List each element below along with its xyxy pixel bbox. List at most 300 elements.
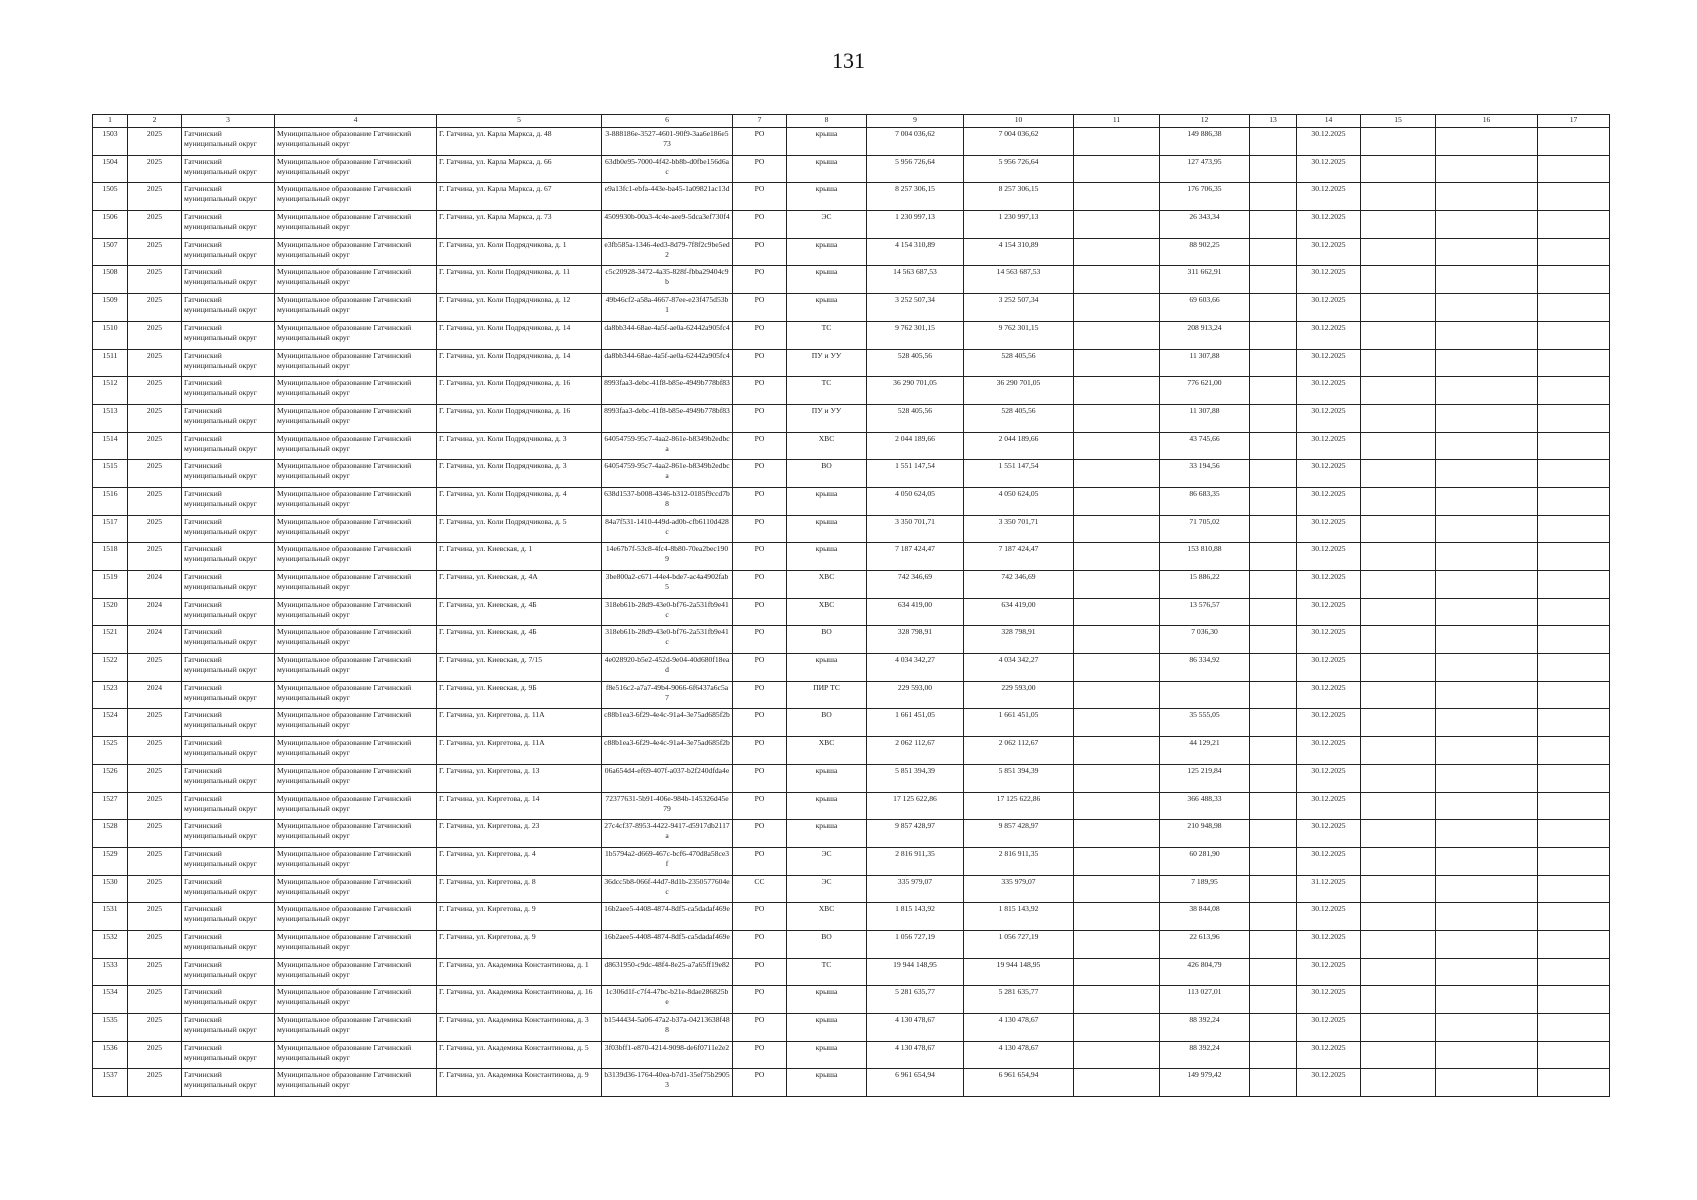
total-cost-cell: 742 346,69: [867, 571, 964, 599]
account-type-cell: РО: [733, 1014, 787, 1042]
row-number-cell: 1536: [93, 1041, 128, 1069]
fund-cost-cell: 7 187 424,47: [964, 543, 1074, 571]
district-cell: Гатчинский муниципальный округ: [182, 404, 275, 432]
table-row: [93, 128, 1610, 156]
deadline-date-cell: 30.12.2025: [1297, 820, 1361, 848]
column-16-cell: [1436, 1014, 1538, 1042]
year-cell: 2025: [128, 128, 182, 156]
column-12-cell: 127 473,95: [1160, 155, 1250, 183]
column-11-cell: [1074, 460, 1160, 488]
total-cost-cell: 7 187 424,47: [867, 543, 964, 571]
address-cell: Г. Гатчина, ул. Киевская, д. 4А: [437, 571, 602, 599]
column-15-cell: [1361, 681, 1436, 709]
fund-cost-cell: 4 034 342,27: [964, 654, 1074, 682]
column-15-cell: [1361, 487, 1436, 515]
column-15-cell: [1361, 155, 1436, 183]
column-12-cell: 426 804,79: [1160, 958, 1250, 986]
work-type-cell: крыша: [787, 294, 867, 322]
column-header: 13: [1250, 115, 1297, 128]
account-type-cell: РО: [733, 737, 787, 765]
column-15-cell: [1361, 404, 1436, 432]
fund-cost-cell: 328 798,91: [964, 626, 1074, 654]
column-16-cell: [1436, 792, 1538, 820]
column-13-cell: [1250, 404, 1297, 432]
column-17-cell: [1538, 958, 1610, 986]
account-type-cell: РО: [733, 128, 787, 156]
address-cell: Г. Гатчина, ул. Киргетова, д. 14: [437, 792, 602, 820]
total-cost-cell: 19 944 148,95: [867, 958, 964, 986]
address-cell: Г. Гатчина, ул. Киевская, д. 4Б: [437, 598, 602, 626]
column-13-cell: [1250, 958, 1297, 986]
column-12-cell: 149 979,42: [1160, 1069, 1250, 1097]
column-11-cell: [1074, 487, 1160, 515]
column-header: 12: [1160, 115, 1250, 128]
house-guid-cell: 4509930b-00a3-4c4e-aee9-5dca3ef730f4: [602, 211, 733, 239]
house-guid-cell: 27c4cf37-8953-4422-9417-d5917db2117a: [602, 820, 733, 848]
year-cell: 2025: [128, 654, 182, 682]
deadline-date-cell: 30.12.2025: [1297, 598, 1361, 626]
column-15-cell: [1361, 847, 1436, 875]
year-cell: 2025: [128, 487, 182, 515]
column-16-cell: [1436, 460, 1538, 488]
address-cell: Г. Гатчина, ул. Киевская, д. 9Б: [437, 681, 602, 709]
column-16-cell: [1436, 875, 1538, 903]
column-11-cell: [1074, 681, 1160, 709]
address-cell: Г. Гатчина, ул. Академика Константинова, д. 5: [437, 1041, 602, 1069]
fund-cost-cell: 5 851 394,39: [964, 764, 1074, 792]
column-17-cell: [1538, 737, 1610, 765]
district-cell: Гатчинский муниципальный округ: [182, 986, 275, 1014]
column-header: 17: [1538, 115, 1610, 128]
column-12-cell: 88 902,25: [1160, 238, 1250, 266]
address-cell: Г. Гатчина, ул. Коли Подрядчикова, д. 3: [437, 460, 602, 488]
total-cost-cell: 2 816 911,35: [867, 847, 964, 875]
district-cell: Гатчинский муниципальный округ: [182, 681, 275, 709]
column-11-cell: [1074, 321, 1160, 349]
column-15-cell: [1361, 321, 1436, 349]
column-17-cell: [1538, 266, 1610, 294]
account-type-cell: РО: [733, 321, 787, 349]
address-cell: Г. Гатчина, ул. Киевская, д. 4Б: [437, 626, 602, 654]
house-guid-cell: b1544434-5a06-47a2-b37a-04213638f488: [602, 1014, 733, 1042]
house-guid-cell: 1c306d1f-c7f4-47bc-b21e-8dae286825be: [602, 986, 733, 1014]
account-type-cell: РО: [733, 432, 787, 460]
column-13-cell: [1250, 792, 1297, 820]
fund-cost-cell: 7 004 036,62: [964, 128, 1074, 156]
work-type-cell: ВО: [787, 709, 867, 737]
table-row: [93, 737, 1610, 765]
district-cell: Гатчинский муниципальный округ: [182, 515, 275, 543]
deadline-date-cell: 30.12.2025: [1297, 128, 1361, 156]
column-13-cell: [1250, 349, 1297, 377]
column-12-cell: 366 488,33: [1160, 792, 1250, 820]
house-guid-cell: 63db0e95-7000-4f42-bb8b-d0fbe156d6ac: [602, 155, 733, 183]
column-13-cell: [1250, 709, 1297, 737]
table-row: [93, 930, 1610, 958]
work-type-cell: крыша: [787, 1041, 867, 1069]
table-row: [93, 986, 1610, 1014]
municipality-cell: Муниципальное образование Гатчинский муниципальный округ: [275, 930, 437, 958]
table-row: [93, 1069, 1610, 1097]
column-15-cell: [1361, 958, 1436, 986]
column-13-cell: [1250, 875, 1297, 903]
column-16-cell: [1436, 404, 1538, 432]
deadline-date-cell: 30.12.2025: [1297, 377, 1361, 405]
column-17-cell: [1538, 377, 1610, 405]
deadline-date-cell: 30.12.2025: [1297, 986, 1361, 1014]
row-number-cell: 1531: [93, 903, 128, 931]
address-cell: Г. Гатчина, ул. Киевская, д. 1: [437, 543, 602, 571]
year-cell: 2025: [128, 266, 182, 294]
deadline-date-cell: 30.12.2025: [1297, 847, 1361, 875]
column-16-cell: [1436, 238, 1538, 266]
row-number-cell: 1535: [93, 1014, 128, 1042]
municipality-cell: Муниципальное образование Гатчинский муниципальный округ: [275, 875, 437, 903]
house-guid-cell: c5c20928-3472-4a35-828f-fbba29404c9b: [602, 266, 733, 294]
address-cell: Г. Гатчина, ул. Киргетова, д. 4: [437, 847, 602, 875]
address-cell: Г. Гатчина, ул. Киргетова, д. 9: [437, 903, 602, 931]
work-type-cell: крыша: [787, 654, 867, 682]
row-number-cell: 1510: [93, 321, 128, 349]
year-cell: 2025: [128, 958, 182, 986]
municipality-cell: Муниципальное образование Гатчинский муниципальный округ: [275, 183, 437, 211]
house-guid-cell: 4e028920-b5e2-452d-9e04-40d680f18ead: [602, 654, 733, 682]
table-row: [93, 183, 1610, 211]
column-17-cell: [1538, 238, 1610, 266]
fund-cost-cell: 1 661 451,05: [964, 709, 1074, 737]
district-cell: Гатчинский муниципальный округ: [182, 764, 275, 792]
column-11-cell: [1074, 155, 1160, 183]
row-number-cell: 1508: [93, 266, 128, 294]
deadline-date-cell: 30.12.2025: [1297, 321, 1361, 349]
column-12-cell: 44 129,21: [1160, 737, 1250, 765]
address-cell: Г. Гатчина, ул. Коли Подрядчикова, д. 4: [437, 487, 602, 515]
total-cost-cell: 3 252 507,34: [867, 294, 964, 322]
column-16-cell: [1436, 903, 1538, 931]
work-type-cell: ВО: [787, 460, 867, 488]
fund-cost-cell: 1 815 143,92: [964, 903, 1074, 931]
deadline-date-cell: 30.12.2025: [1297, 626, 1361, 654]
municipality-cell: Муниципальное образование Гатчинский муниципальный округ: [275, 571, 437, 599]
row-number-cell: 1519: [93, 571, 128, 599]
column-13-cell: [1250, 515, 1297, 543]
column-12-cell: 22 613,96: [1160, 930, 1250, 958]
column-16-cell: [1436, 377, 1538, 405]
header-row: [93, 115, 1610, 128]
column-13-cell: [1250, 847, 1297, 875]
account-type-cell: РО: [733, 654, 787, 682]
row-number-cell: 1527: [93, 792, 128, 820]
fund-cost-cell: 3 350 701,71: [964, 515, 1074, 543]
account-type-cell: РО: [733, 543, 787, 571]
column-16-cell: [1436, 571, 1538, 599]
address-cell: Г. Гатчина, ул. Коли Подрядчикова, д. 5: [437, 515, 602, 543]
house-guid-cell: 64054759-95c7-4aa2-861e-b8349b2edbca: [602, 460, 733, 488]
table-row: [93, 404, 1610, 432]
table-row: [93, 543, 1610, 571]
work-type-cell: ХВС: [787, 737, 867, 765]
year-cell: 2025: [128, 737, 182, 765]
column-17-cell: [1538, 155, 1610, 183]
work-type-cell: крыша: [787, 1069, 867, 1097]
column-16-cell: [1436, 930, 1538, 958]
total-cost-cell: 14 563 687,53: [867, 266, 964, 294]
column-15-cell: [1361, 626, 1436, 654]
year-cell: 2025: [128, 1041, 182, 1069]
work-type-cell: крыша: [787, 543, 867, 571]
deadline-date-cell: 30.12.2025: [1297, 958, 1361, 986]
address-cell: Г. Гатчина, ул. Киргетова, д. 8: [437, 875, 602, 903]
column-15-cell: [1361, 211, 1436, 239]
address-cell: Г. Гатчина, ул. Коли Подрядчикова, д. 16: [437, 377, 602, 405]
address-cell: Г. Гатчина, ул. Коли Подрядчикова, д. 3: [437, 432, 602, 460]
year-cell: 2025: [128, 238, 182, 266]
column-12-cell: 26 343,34: [1160, 211, 1250, 239]
year-cell: 2025: [128, 155, 182, 183]
account-type-cell: РО: [733, 681, 787, 709]
address-cell: Г. Гатчина, ул. Коли Подрядчикова, д. 14: [437, 349, 602, 377]
row-number-cell: 1530: [93, 875, 128, 903]
work-type-cell: ХВС: [787, 598, 867, 626]
table-row: [93, 598, 1610, 626]
district-cell: Гатчинский муниципальный округ: [182, 1069, 275, 1097]
fund-cost-cell: 742 346,69: [964, 571, 1074, 599]
deadline-date-cell: 30.12.2025: [1297, 155, 1361, 183]
work-type-cell: ПУ и УУ: [787, 349, 867, 377]
address-cell: Г. Гатчина, ул. Академика Константинова, д. 16: [437, 986, 602, 1014]
column-13-cell: [1250, 432, 1297, 460]
fund-cost-cell: 2 816 911,35: [964, 847, 1074, 875]
year-cell: 2025: [128, 875, 182, 903]
row-number-cell: 1505: [93, 183, 128, 211]
year-cell: 2025: [128, 404, 182, 432]
table-row: [93, 294, 1610, 322]
table-row: [93, 377, 1610, 405]
column-17-cell: [1538, 792, 1610, 820]
register-table: [92, 114, 1610, 1097]
column-11-cell: [1074, 1041, 1160, 1069]
year-cell: 2025: [128, 321, 182, 349]
year-cell: 2025: [128, 294, 182, 322]
column-13-cell: [1250, 654, 1297, 682]
district-cell: Гатчинский муниципальный округ: [182, 294, 275, 322]
column-17-cell: [1538, 571, 1610, 599]
fund-cost-cell: 9 762 301,15: [964, 321, 1074, 349]
column-11-cell: [1074, 875, 1160, 903]
house-guid-cell: 318eb61b-28d9-43e0-bf76-2a531fb9e41c: [602, 626, 733, 654]
year-cell: 2025: [128, 709, 182, 737]
column-12-cell: 35 555,05: [1160, 709, 1250, 737]
municipality-cell: Муниципальное образование Гатчинский муниципальный округ: [275, 1069, 437, 1097]
year-cell: 2025: [128, 903, 182, 931]
row-number-cell: 1506: [93, 211, 128, 239]
column-16-cell: [1436, 1041, 1538, 1069]
deadline-date-cell: 30.12.2025: [1297, 1014, 1361, 1042]
house-guid-cell: da8bb344-68ae-4a5f-ae0a-62442a905fc4: [602, 349, 733, 377]
column-17-cell: [1538, 764, 1610, 792]
account-type-cell: РО: [733, 155, 787, 183]
column-header: 16: [1436, 115, 1538, 128]
column-15-cell: [1361, 128, 1436, 156]
column-12-cell: 86 683,35: [1160, 487, 1250, 515]
year-cell: 2025: [128, 1069, 182, 1097]
house-guid-cell: 1b5794a2-d669-467c-bcf6-470d8a58ce3f: [602, 847, 733, 875]
year-cell: 2025: [128, 211, 182, 239]
account-type-cell: РО: [733, 377, 787, 405]
column-12-cell: 60 281,90: [1160, 847, 1250, 875]
account-type-cell: РО: [733, 571, 787, 599]
row-number-cell: 1526: [93, 764, 128, 792]
column-15-cell: [1361, 709, 1436, 737]
column-16-cell: [1436, 820, 1538, 848]
work-type-cell: ТС: [787, 321, 867, 349]
work-type-cell: крыша: [787, 155, 867, 183]
account-type-cell: РО: [733, 764, 787, 792]
deadline-date-cell: 30.12.2025: [1297, 930, 1361, 958]
column-12-cell: 113 027,01: [1160, 986, 1250, 1014]
row-number-cell: 1537: [93, 1069, 128, 1097]
column-12-cell: 7 189,95: [1160, 875, 1250, 903]
fund-cost-cell: 4 130 478,67: [964, 1014, 1074, 1042]
account-type-cell: РО: [733, 986, 787, 1014]
total-cost-cell: 8 257 306,15: [867, 183, 964, 211]
house-guid-cell: e3fb585a-1346-4ed3-8d79-7f8f2c9be5ed2: [602, 238, 733, 266]
column-header: 10: [964, 115, 1074, 128]
column-header: 7: [733, 115, 787, 128]
column-13-cell: [1250, 294, 1297, 322]
total-cost-cell: 4 050 624,05: [867, 487, 964, 515]
table-row: [93, 266, 1610, 294]
fund-cost-cell: 1 230 997,13: [964, 211, 1074, 239]
row-number-cell: 1511: [93, 349, 128, 377]
district-cell: Гатчинский муниципальный округ: [182, 626, 275, 654]
municipality-cell: Муниципальное образование Гатчинский муниципальный округ: [275, 460, 437, 488]
work-type-cell: крыша: [787, 792, 867, 820]
municipality-cell: Муниципальное образование Гатчинский муниципальный округ: [275, 487, 437, 515]
total-cost-cell: 3 350 701,71: [867, 515, 964, 543]
year-cell: 2025: [128, 986, 182, 1014]
total-cost-cell: 528 405,56: [867, 349, 964, 377]
column-17-cell: [1538, 404, 1610, 432]
column-12-cell: 15 886,22: [1160, 571, 1250, 599]
total-cost-cell: 4 034 342,27: [867, 654, 964, 682]
column-12-cell: 86 334,92: [1160, 654, 1250, 682]
house-guid-cell: c88b1ea3-6f29-4e4c-91a4-3e75ad685f2b: [602, 709, 733, 737]
table-row: [93, 515, 1610, 543]
column-11-cell: [1074, 432, 1160, 460]
column-12-cell: 33 194,56: [1160, 460, 1250, 488]
district-cell: Гатчинский муниципальный округ: [182, 377, 275, 405]
year-cell: 2024: [128, 598, 182, 626]
district-cell: Гатчинский муниципальный округ: [182, 709, 275, 737]
column-16-cell: [1436, 432, 1538, 460]
house-guid-cell: 3-888186e-3527-4601-90f9-3aa6e186e573: [602, 128, 733, 156]
fund-cost-cell: 5 956 726,64: [964, 155, 1074, 183]
district-cell: Гатчинский муниципальный округ: [182, 155, 275, 183]
column-header: 11: [1074, 115, 1160, 128]
total-cost-cell: 6 961 654,94: [867, 1069, 964, 1097]
total-cost-cell: 4 154 310,89: [867, 238, 964, 266]
house-guid-cell: 16b2aee5-4408-4874-8df5-ca5dadaf469e: [602, 930, 733, 958]
row-number-cell: 1503: [93, 128, 128, 156]
column-17-cell: [1538, 321, 1610, 349]
column-11-cell: [1074, 571, 1160, 599]
deadline-date-cell: 30.12.2025: [1297, 571, 1361, 599]
column-15-cell: [1361, 432, 1436, 460]
municipality-cell: Муниципальное образование Гатчинский муниципальный округ: [275, 847, 437, 875]
fund-cost-cell: 1 056 727,19: [964, 930, 1074, 958]
work-type-cell: крыша: [787, 1014, 867, 1042]
address-cell: Г. Гатчина, ул. Карла Маркса, д. 73: [437, 211, 602, 239]
municipality-cell: Муниципальное образование Гатчинский муниципальный округ: [275, 681, 437, 709]
table-row: [93, 903, 1610, 931]
year-cell: 2025: [128, 930, 182, 958]
column-12-cell: 176 706,35: [1160, 183, 1250, 211]
account-type-cell: РО: [733, 211, 787, 239]
work-type-cell: крыша: [787, 183, 867, 211]
column-17-cell: [1538, 515, 1610, 543]
municipality-cell: Муниципальное образование Гатчинский муниципальный округ: [275, 432, 437, 460]
table-row: [93, 238, 1610, 266]
fund-cost-cell: 14 563 687,53: [964, 266, 1074, 294]
column-17-cell: [1538, 903, 1610, 931]
column-15-cell: [1361, 598, 1436, 626]
column-header: 4: [275, 115, 437, 128]
year-cell: 2025: [128, 792, 182, 820]
column-16-cell: [1436, 183, 1538, 211]
total-cost-cell: 9 762 301,15: [867, 321, 964, 349]
row-number-cell: 1517: [93, 515, 128, 543]
address-cell: Г. Гатчина, ул. Карла Маркса, д. 67: [437, 183, 602, 211]
column-13-cell: [1250, 1041, 1297, 1069]
house-guid-cell: f8e516c2-a7a7-49b4-9066-6f6437a6c5a7: [602, 681, 733, 709]
deadline-date-cell: 31.12.2025: [1297, 875, 1361, 903]
house-guid-cell: 8993faa3-debc-41f8-b85e-4949b778bf83: [602, 404, 733, 432]
column-11-cell: [1074, 986, 1160, 1014]
total-cost-cell: 1 056 727,19: [867, 930, 964, 958]
row-number-cell: 1518: [93, 543, 128, 571]
year-cell: 2025: [128, 432, 182, 460]
total-cost-cell: 634 419,00: [867, 598, 964, 626]
district-cell: Гатчинский муниципальный округ: [182, 238, 275, 266]
column-17-cell: [1538, 626, 1610, 654]
column-11-cell: [1074, 294, 1160, 322]
column-12-cell: 11 307,88: [1160, 404, 1250, 432]
fund-cost-cell: 1 551 147,54: [964, 460, 1074, 488]
house-guid-cell: c88b1ea3-6f29-4e4c-91a4-3e75ad685f2b: [602, 737, 733, 765]
column-15-cell: [1361, 349, 1436, 377]
year-cell: 2025: [128, 377, 182, 405]
column-17-cell: [1538, 487, 1610, 515]
district-cell: Гатчинский муниципальный округ: [182, 598, 275, 626]
column-13-cell: [1250, 211, 1297, 239]
year-cell: 2025: [128, 543, 182, 571]
district-cell: Гатчинский муниципальный округ: [182, 1041, 275, 1069]
column-13-cell: [1250, 820, 1297, 848]
table-row: [93, 847, 1610, 875]
municipality-cell: Муниципальное образование Гатчинский муниципальный округ: [275, 709, 437, 737]
fund-cost-cell: 2 044 189,66: [964, 432, 1074, 460]
column-12-cell: [1160, 681, 1250, 709]
address-cell: Г. Гатчина, ул. Киргетова, д. 9: [437, 930, 602, 958]
house-guid-cell: 64054759-95c7-4aa2-861e-b8349b2edbca: [602, 432, 733, 460]
account-type-cell: РО: [733, 460, 787, 488]
column-15-cell: [1361, 737, 1436, 765]
column-16-cell: [1436, 487, 1538, 515]
table-row: [93, 626, 1610, 654]
year-cell: 2025: [128, 515, 182, 543]
municipality-cell: Муниципальное образование Гатчинский муниципальный округ: [275, 598, 437, 626]
